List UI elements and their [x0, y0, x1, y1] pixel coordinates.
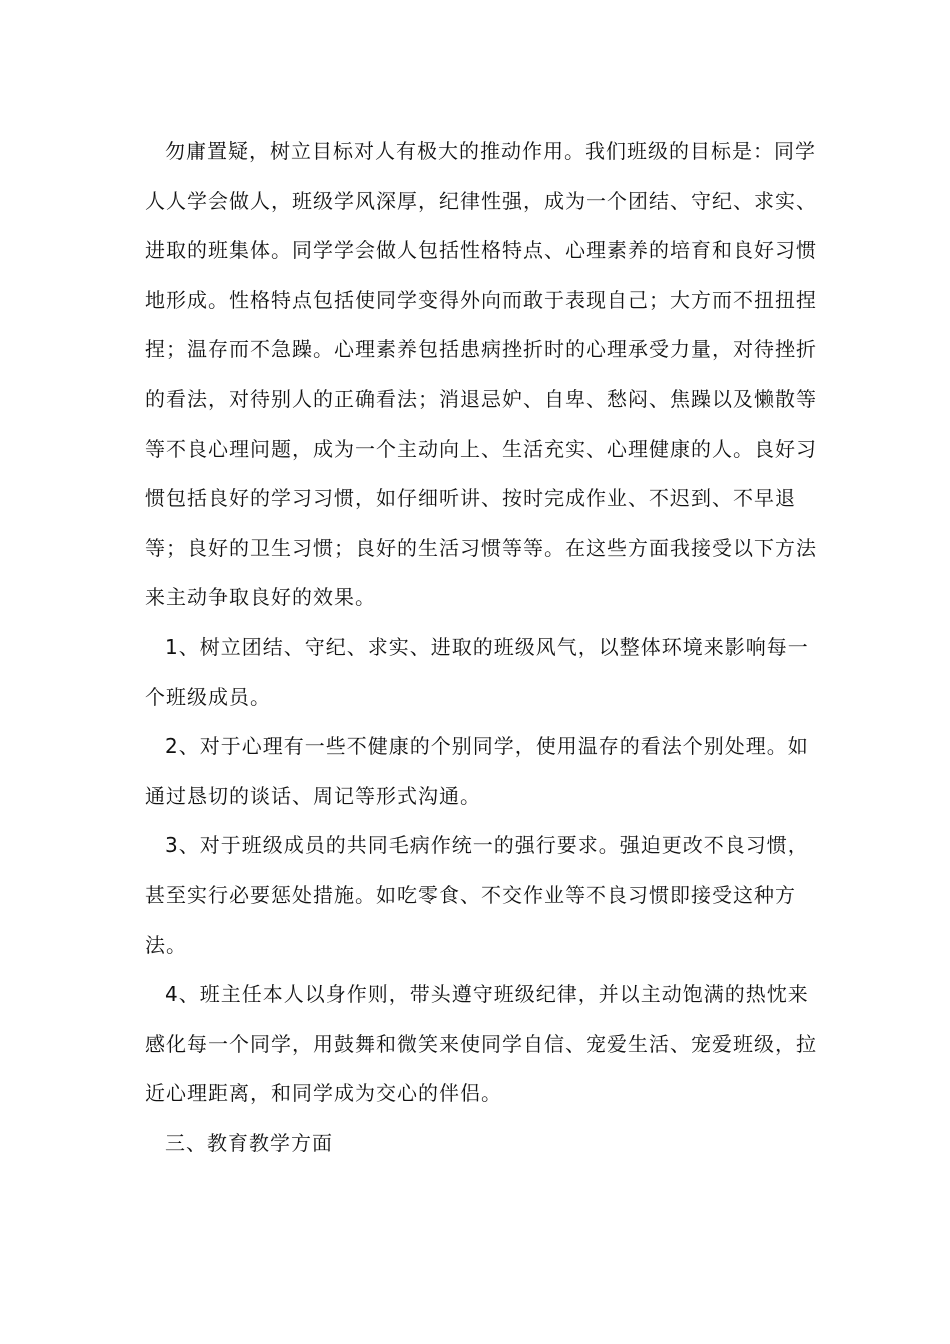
document-body — [145, 127, 825, 1168]
paragraph-item-2: 2、对于心理有一些不健康的个别同学，使用温存的看法个别处理。如通过恳切的谈话、周记等形式沟通。 — [145, 734, 809, 808]
paragraph-item-3: 3、对于班级成员的共同毛病作统一的强行要求。强迫更改不良习惯，甚至实行必要惩处措施。如吃零食、不交作业等不良习惯即接受这种方法。 — [145, 833, 809, 957]
paragraph-goals: 勿庸置疑，树立目标对人有极大的推动作用。我们班级的目标是：同学人人学会做人，班级学风深厚，纪律性强，成为一个团结、守纪、求实、进取的班集体。同学学会做人包括性格特点、心理素养的培育和良好习惯地形成。性格特点包括使同学变得外向而敢于表现自己；大方而不扭扭捏捏；温存而不急躁。心理素养包括患病挫折时的心理承受力量，对待挫折的看法，对待别人的正确看法；消退忌妒、自卑、愁闷、焦躁以及懒散等等不良心理问题，成为一个主动向上、生活充实、心理健康的人。良好习惯包括良好的学习习惯，如仔细听讲、按时完成作业、不迟到、不早退等；良好的卫生习惯；良好的生活习惯等等。在这些方面我接受以下方法来主动争取良好的效果。 — [145, 139, 817, 610]
paragraph-item-1: 1、树立团结、守纪、求实、进取的班级风气，以整体环境来影响每一个班级成员。 — [145, 634, 809, 709]
section-heading: 三、教育教学方面 — [165, 1130, 333, 1155]
paragraph-item-4: 4、班主任本人以身作则，带头遵守班级纪律，并以主动饱满的热忱来感化每一个同学，用鼓舞和微笑来使同学自信、宠爱生活、宠爱班级，拉近心理距离，和同学成为交心的伴侣。 — [145, 982, 817, 1106]
